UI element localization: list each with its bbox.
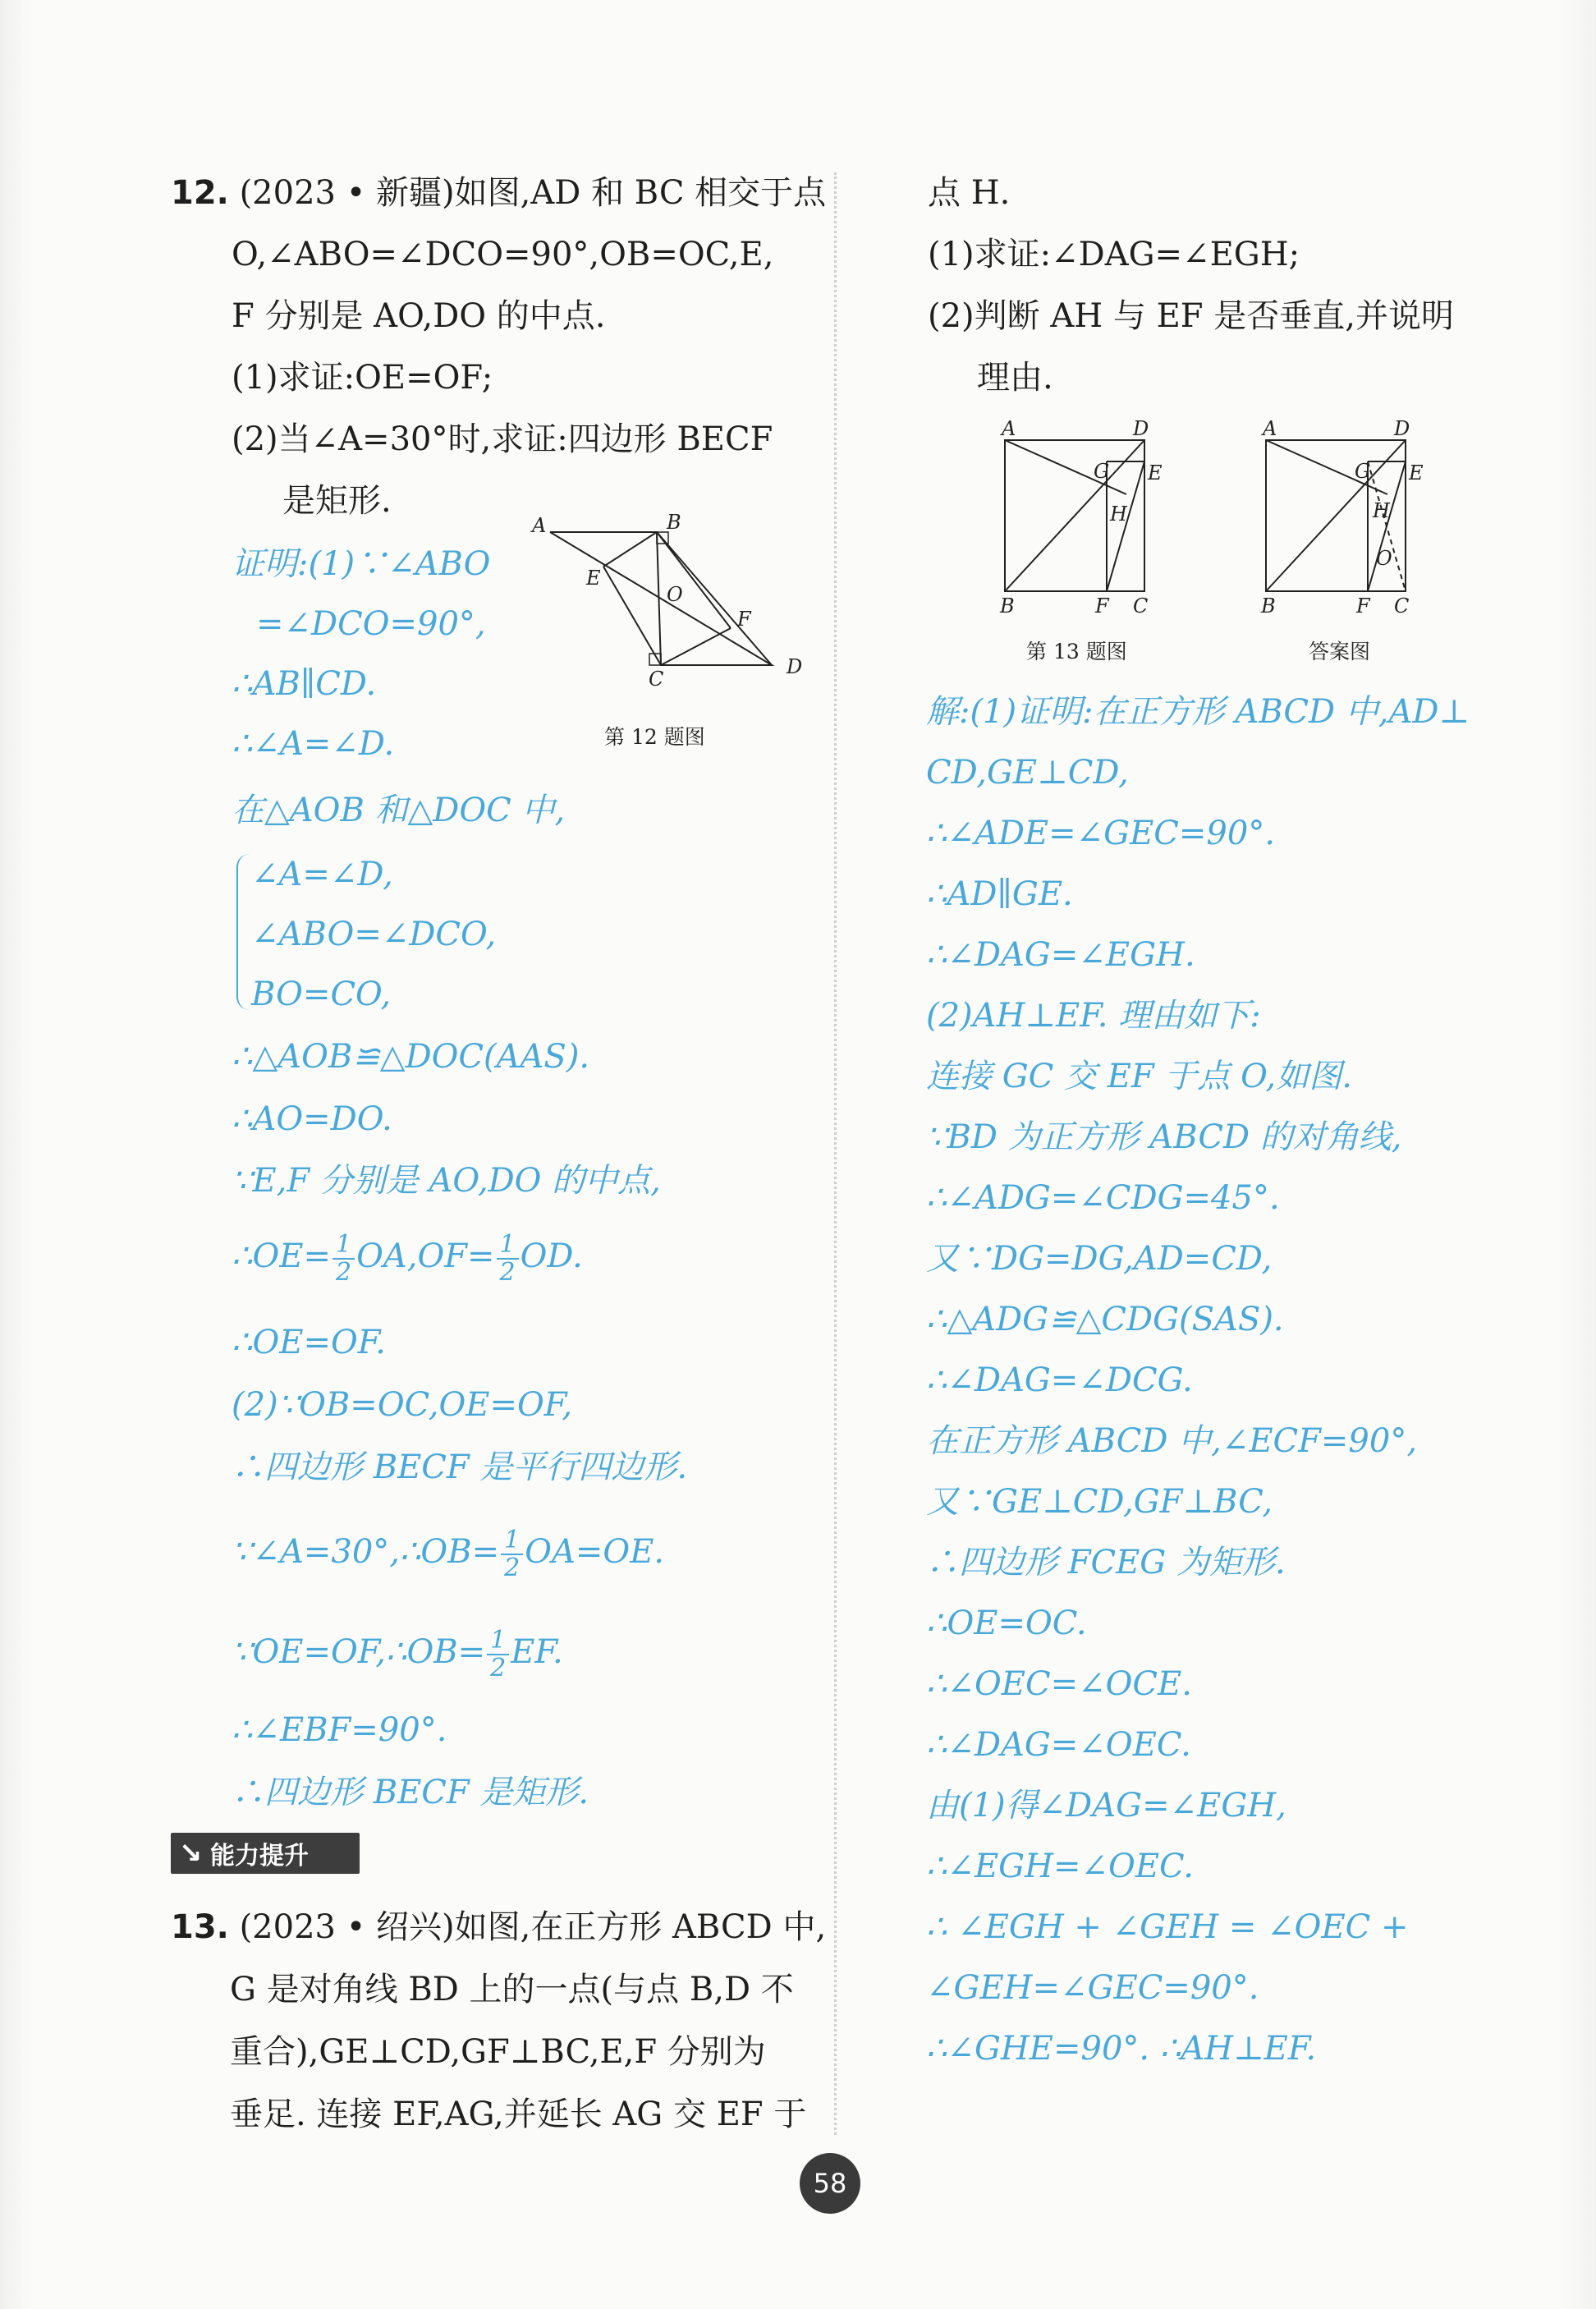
fig13-label-B: B bbox=[1000, 594, 1015, 616]
q13-answer-line: ∴AD∥GE. bbox=[926, 875, 1073, 913]
answer-figure bbox=[1246, 419, 1443, 616]
q13-part-2: (2)判断 AH 与 EF 是否垂直,并说明 bbox=[928, 297, 1454, 335]
section-label: 能力提升 bbox=[210, 1842, 309, 1871]
q12-answer-line: (2)∵OB=OC,OE=OF, bbox=[232, 1386, 573, 1424]
q12-answer-line: BO=CO, bbox=[251, 975, 392, 1013]
q13-answer-line: ∴∠ADE=∠GEC=90°. bbox=[926, 815, 1276, 852]
q13-answer-line: 由(1)得∠DAG=∠EGH, bbox=[926, 1787, 1286, 1825]
q12-answer-line: ∴AB∥CD. bbox=[232, 665, 377, 703]
q13-answer-line: ∴△ADG≌△CDG(SAS). bbox=[926, 1301, 1284, 1338]
q13-answer-line: 又∵DG=DG,AD=CD, bbox=[926, 1240, 1273, 1278]
arrow-down-right-icon: ↘ bbox=[178, 1837, 203, 1870]
fraction-numerator: 1 bbox=[332, 1232, 355, 1260]
fig12-label-F: F bbox=[737, 608, 751, 631]
answer-text: ∵OE=OF,∴OB= bbox=[232, 1633, 486, 1671]
fig12-label-O: O bbox=[667, 583, 683, 606]
figure-12-caption: 第 12 题图 bbox=[604, 725, 705, 749]
q13-part-2-cont: 理由. bbox=[977, 359, 1053, 397]
q12-answer-line: =∠DCO=90°, bbox=[256, 605, 486, 643]
ans-fig-label-F: F bbox=[1356, 594, 1370, 616]
q13-line-2: G 是对角线 BD 上的一点(与点 B,D 不 bbox=[230, 1971, 794, 2008]
fig13-label-F: F bbox=[1095, 594, 1109, 616]
fig13-label-D: D bbox=[1133, 419, 1149, 440]
q13-answer-line: 在正方形 ABCD 中,∠ECF=90°, bbox=[926, 1422, 1418, 1460]
q13-answer-line: ∴∠EGH=∠OEC. bbox=[926, 1848, 1194, 1885]
ans-fig-label-O: O bbox=[1376, 547, 1392, 570]
answer-text: ∴OE= bbox=[232, 1237, 331, 1275]
column-divider bbox=[834, 172, 837, 2135]
q13-answer-line: 解:(1)证明:在正方形 ABCD 中,AD⊥ bbox=[926, 693, 1470, 731]
q12-answer-line-fraction bbox=[232, 1232, 583, 1286]
q13-answer-line: ∴OE=OC. bbox=[926, 1604, 1087, 1642]
q13-answer-line: ∠GEH=∠GEC=90°. bbox=[926, 1969, 1259, 2007]
q12-answer-line: ∴△AOB≌△DOC(AAS). bbox=[232, 1038, 590, 1076]
q12-line-1 bbox=[171, 172, 826, 213]
q12-answer-line-fraction bbox=[232, 1527, 664, 1581]
fig12-label-B: B bbox=[667, 511, 681, 534]
answer-text: OA,OF= bbox=[356, 1237, 495, 1275]
answer-text: OA=OE. bbox=[525, 1533, 665, 1571]
q12-part-1: (1)求证:OE=OF; bbox=[232, 359, 493, 397]
q13-answer-line: ∴四边形 FCEG 为矩形. bbox=[926, 1544, 1286, 1581]
fraction-half bbox=[487, 1627, 509, 1682]
q13-answer-line: ∴∠ADG=∠CDG=45°. bbox=[926, 1179, 1280, 1217]
figure-12 bbox=[525, 509, 821, 690]
q12-answer-line: ∴四边形 BECF 是平行四边形. bbox=[232, 1448, 688, 1486]
ans-fig-label-C: C bbox=[1394, 594, 1410, 616]
fraction-half bbox=[332, 1232, 355, 1286]
q13-answer-line: ∴∠DAG=∠OEC. bbox=[926, 1726, 1191, 1764]
q13-number: 13. bbox=[171, 1908, 229, 1946]
q13-line-5: 点 H. bbox=[928, 174, 1011, 212]
answer-text: OD. bbox=[520, 1237, 583, 1275]
fig12-label-D: D bbox=[787, 655, 803, 678]
q12-answer-line: ∴∠EBF=90°. bbox=[232, 1711, 447, 1749]
q12-answer-line: ∠A=∠D, bbox=[251, 856, 393, 893]
fig13-label-E: E bbox=[1148, 461, 1163, 484]
q12-line-2: O,∠ABO=∠DCO=90°,OB=OC,E, bbox=[232, 236, 774, 273]
fraction-denominator: 2 bbox=[335, 1258, 352, 1287]
q12-line-3: F 分别是 AO,DO 的中点. bbox=[232, 297, 606, 335]
q13-line-3: 重合),GE⊥CD,GF⊥BC,E,F 分别为 bbox=[230, 2033, 766, 2071]
figure-13 bbox=[985, 419, 1182, 616]
ans-fig-label-G: G bbox=[1355, 460, 1371, 483]
q13-line-1 bbox=[171, 1907, 826, 1948]
q12-answer-line: ∴四边形 BECF 是矩形. bbox=[232, 1774, 589, 1811]
fig13-label-H: H bbox=[1110, 503, 1127, 526]
fig13-label-A: A bbox=[1002, 419, 1016, 440]
section-tag-ability bbox=[171, 1833, 360, 1874]
q13-answer-line: (2)AH⊥EF. 理由如下: bbox=[926, 997, 1261, 1035]
q12-answer-line: ∴OE=OF. bbox=[232, 1324, 386, 1361]
fig13-label-C: C bbox=[1133, 594, 1149, 616]
q12-part-2: (2)当∠A=30°时,求证:四边形 BECF bbox=[232, 420, 773, 458]
page-number: 58 bbox=[800, 2153, 860, 2214]
answer-text: ∵∠A=30°,∴OB= bbox=[232, 1533, 500, 1571]
q12-number: 12. bbox=[171, 174, 229, 212]
ans-fig-label-B: B bbox=[1261, 594, 1276, 616]
q12-answer-line: 证明:(1)∵∠ABO bbox=[232, 545, 491, 583]
q13-answer-line: 又∵GE⊥CD,GF⊥BC, bbox=[926, 1483, 1273, 1521]
fraction-half bbox=[501, 1527, 523, 1581]
q12-answer-line: ∴AO=DO. bbox=[232, 1100, 392, 1138]
fraction-denominator: 2 bbox=[490, 1654, 507, 1682]
q13-answer-line: 连接 GC 交 EF 于点 O,如图. bbox=[926, 1058, 1352, 1095]
figure-13-caption: 第 13 题图 bbox=[1026, 640, 1127, 663]
ans-fig-label-E: E bbox=[1409, 461, 1424, 484]
fraction-denominator: 2 bbox=[504, 1554, 521, 1582]
answer-figure-caption: 答案图 bbox=[1309, 640, 1371, 663]
fig12-label-E: E bbox=[586, 567, 601, 590]
fraction-half bbox=[497, 1232, 519, 1286]
q12-answer-line: 在△AOB 和△DOC 中, bbox=[232, 792, 566, 829]
q13-answer-line: ∴∠OEC=∠OCE. bbox=[926, 1665, 1192, 1703]
q12-stem-text: (2023 • 新疆)如图,AD 和 BC 相交于点 bbox=[239, 174, 827, 212]
fraction-numerator: 1 bbox=[487, 1627, 509, 1655]
ans-fig-label-A: A bbox=[1263, 419, 1277, 440]
q13-answer-line: ∴∠DAG=∠DCG. bbox=[926, 1361, 1193, 1399]
fig13-label-G: G bbox=[1094, 460, 1110, 483]
q12-answer-line: ∴∠A=∠D. bbox=[232, 725, 395, 763]
q12-answer-line-fraction bbox=[232, 1627, 563, 1682]
fraction-denominator: 2 bbox=[499, 1258, 516, 1287]
fig12-label-C: C bbox=[649, 668, 664, 690]
q12-answer-line: ∠ABO=∠DCO, bbox=[251, 916, 497, 953]
q13-answer-line: ∵BD 为正方形 ABCD 的对角线, bbox=[926, 1118, 1402, 1156]
fraction-numerator: 1 bbox=[497, 1232, 519, 1260]
fig12-label-A: A bbox=[532, 514, 547, 537]
q13-part-1: (1)求证:∠DAG=∠EGH; bbox=[928, 236, 1300, 273]
answer-text: EF. bbox=[511, 1633, 563, 1671]
q13-answer-line: ∴∠DAG=∠EGH. bbox=[926, 936, 1195, 974]
ans-fig-label-H: H bbox=[1373, 499, 1390, 522]
q13-answer-line: CD,GE⊥CD, bbox=[926, 754, 1129, 792]
fraction-numerator: 1 bbox=[501, 1527, 523, 1555]
q13-line-4: 垂足. 连接 EF,AG,并延长 AG 交 EF 于 bbox=[230, 2096, 807, 2133]
q13-answer-line: ∴ ∠EGH + ∠GEH = ∠OEC + bbox=[926, 1908, 1409, 1946]
q12-part-2-cont: 是矩形. bbox=[282, 482, 392, 520]
q13-answer-line: ∴∠GHE=90°. ∴AH⊥EF. bbox=[926, 2030, 1317, 2068]
q13-stem-text: (2023 • 绍兴)如图,在正方形 ABCD 中, bbox=[239, 1908, 827, 1946]
ans-fig-label-D: D bbox=[1394, 419, 1410, 440]
q12-answer-line: ∵E,F 分别是 AO,DO 的中点, bbox=[232, 1162, 661, 1200]
